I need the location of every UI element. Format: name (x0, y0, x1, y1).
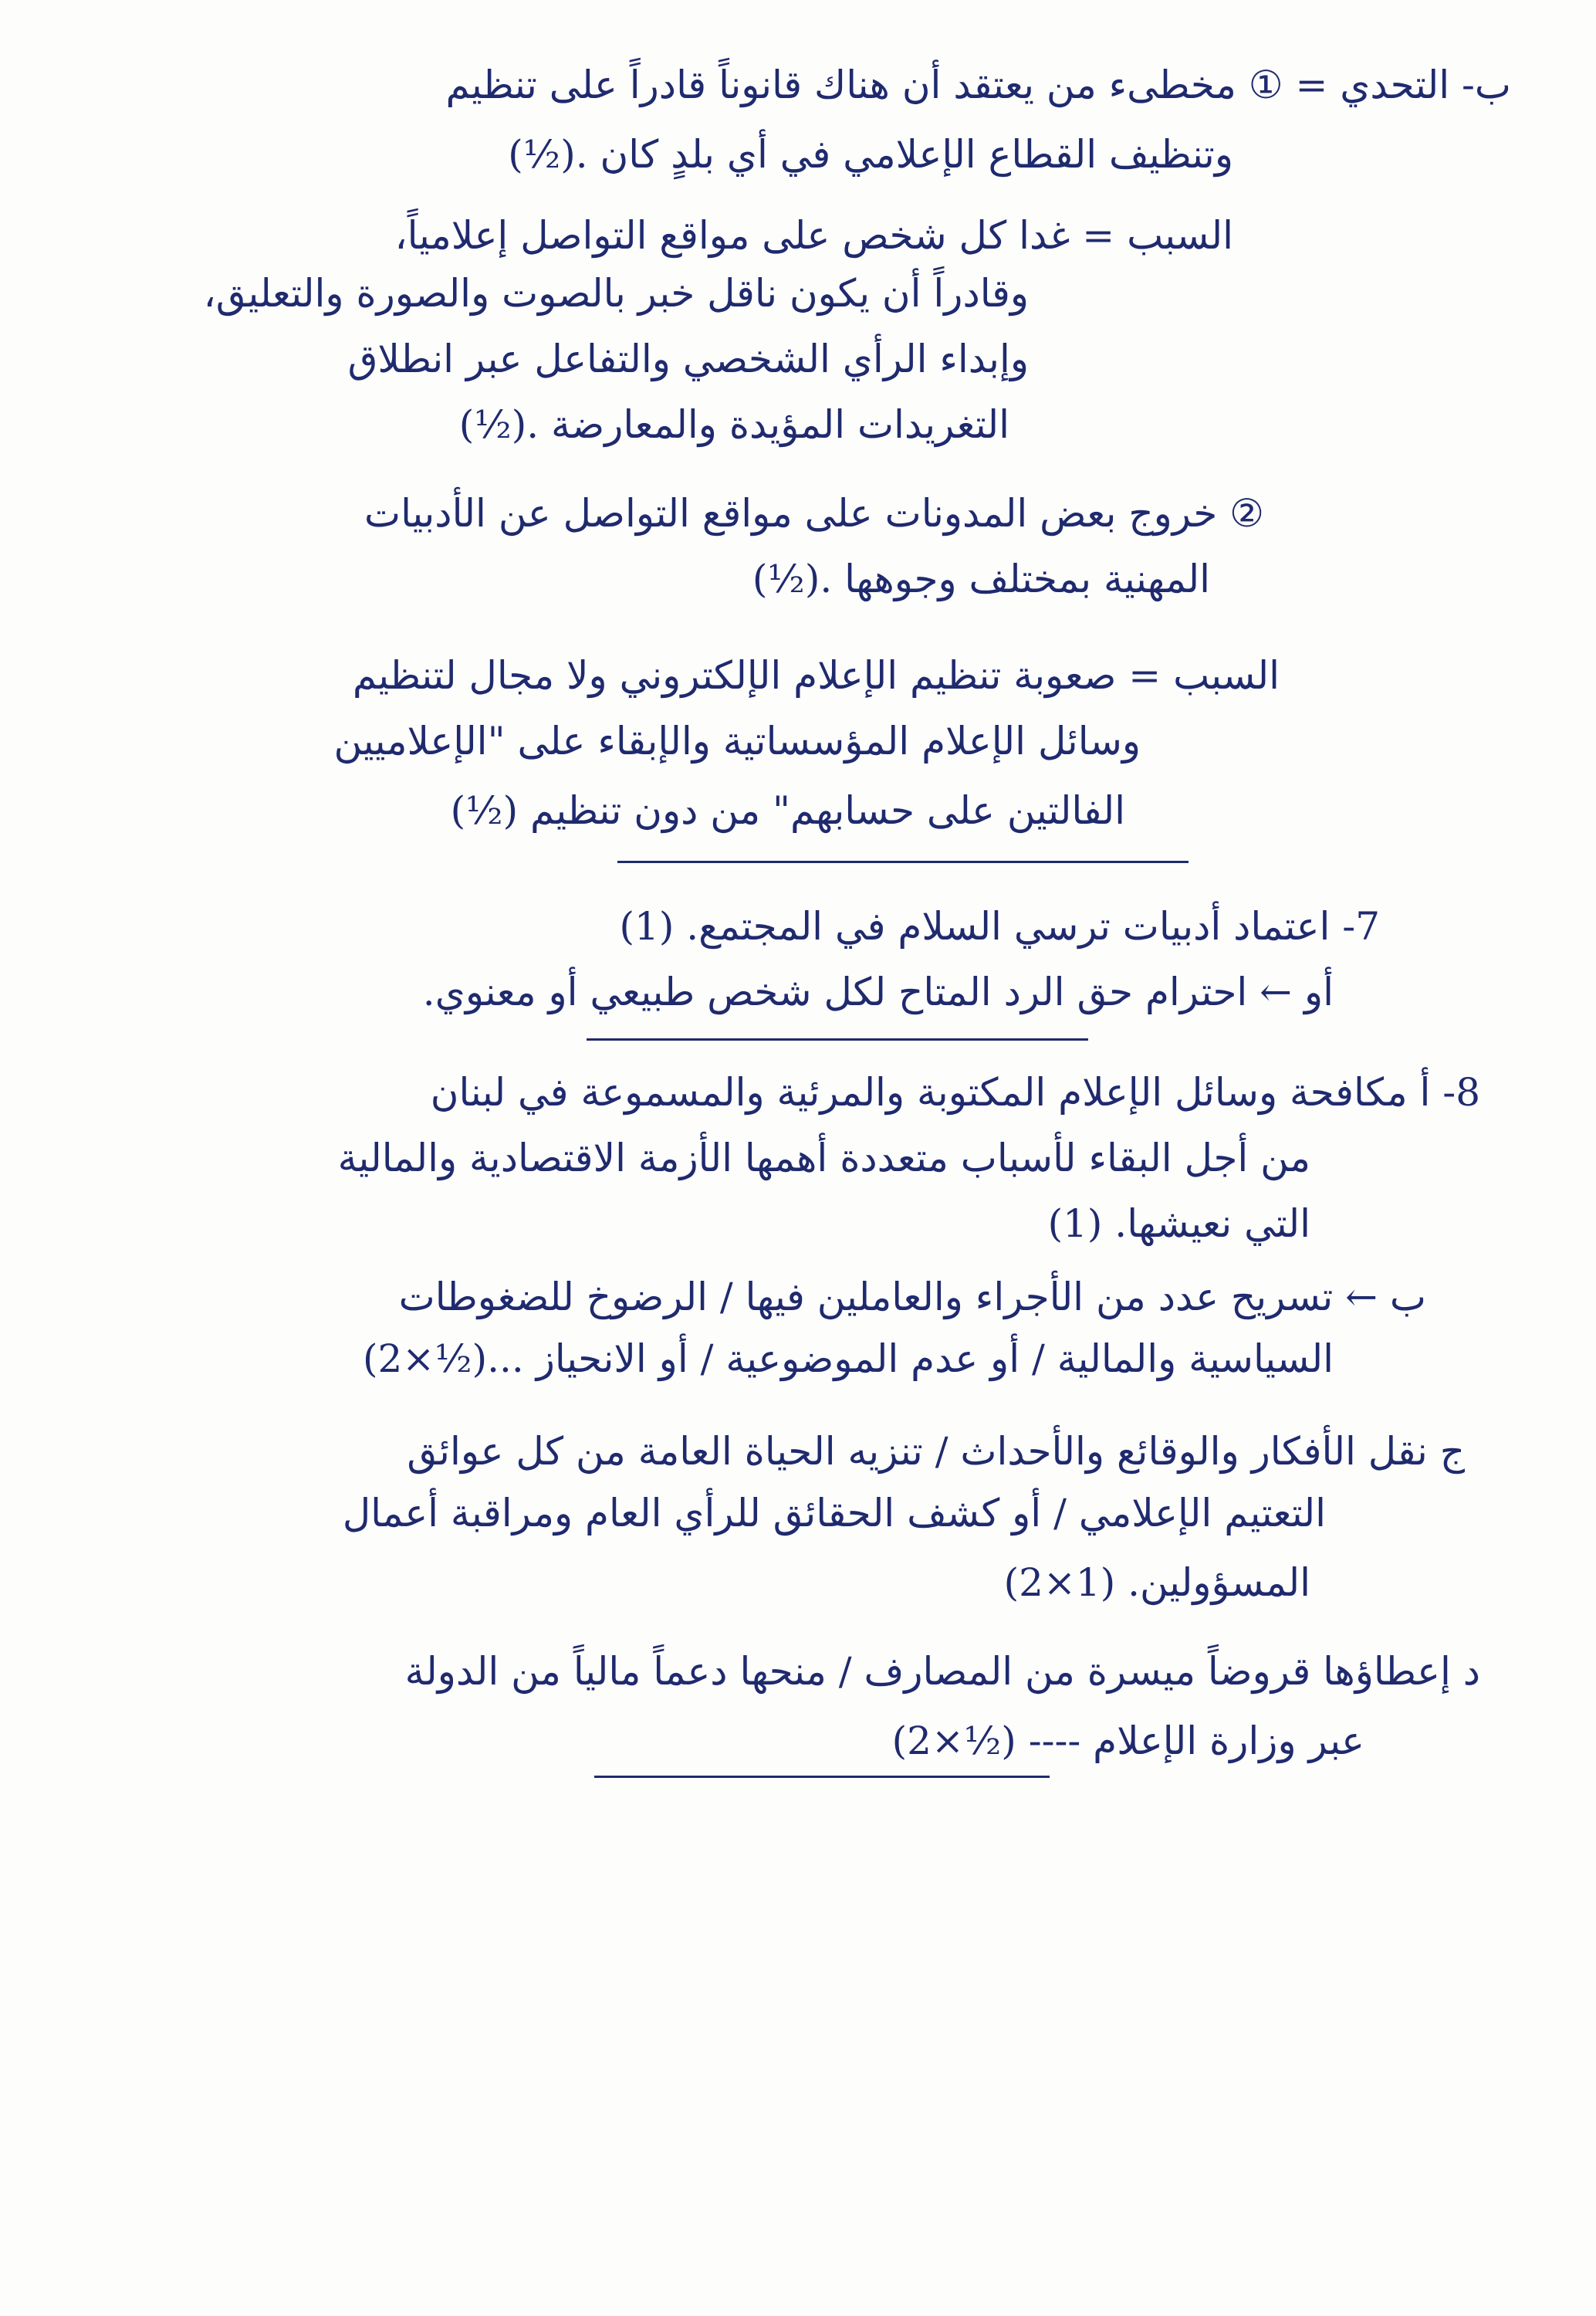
text-line: الفالتين على حسابهم" من دون تنظيم (½) (450, 788, 1125, 833)
text-line: أو ← احترام حق الرد المتاح لكل شخص طبيعي أو معنوي. (422, 970, 1334, 1014)
text-line: السبب = صعوبة تنظيم الإعلام الإلكتروني ولا مجال لتنظيم (352, 653, 1280, 698)
text-line: المسؤولين. (1×2) (1003, 1560, 1310, 1605)
text-line: عبر وزارة الإعلام ---- (½×2) (891, 1718, 1364, 1763)
text-line: وقادراً أن يكون ناقل خبر بالصوت والصورة والتعليق، (203, 271, 1029, 316)
text-line: وسائل الإعلام المؤسساتية والإبقاء على "الإعلاميين (333, 719, 1141, 764)
text-line: ج نقل الأفكار والوقائع والأحداث / تنزيه الحياة العامة من كل عوائق (407, 1429, 1465, 1474)
text-line: ② خروج بعض المدونات على مواقع التواصل عن الأدبيات (364, 491, 1264, 536)
text-line: التي نعيشها. (1) (1047, 1201, 1310, 1246)
text-line: السبب = غدا كل شخص على مواقع التواصل إعلامياً، (394, 213, 1233, 258)
text-line: وتنظيف القطاع الإعلامي في أي بلدٍ كان .(½) (508, 132, 1233, 177)
separator-line (594, 1776, 1050, 1778)
text-line: التغريدات المؤيدة والمعارضة .(½) (458, 402, 1009, 447)
text-line: السياسية والمالية / أو عدم الموضوعية / أو الانحياز ...(½×2) (362, 1336, 1334, 1381)
text-line: من أجل البقاء لأسباب متعددة أهمها الأزمة الاقتصادية والمالية (337, 1136, 1310, 1180)
text-line: التعتيم الإعلامي / أو كشف الحقائق للرأي العام ومراقبة أعمال (342, 1491, 1326, 1536)
text-line: 7- اعتماد أدبيات ترسي السلام في المجتمع. (1) (619, 904, 1380, 949)
separator-line (587, 1038, 1088, 1041)
separator-line (617, 861, 1189, 863)
text-line: ب- التحدي = ① مخطىء من يعتقد أن هناك قانوناً قادراً على تنظيم (445, 63, 1511, 107)
text-line: 8- أ مكافحة وسائل الإعلام المكتوبة والمرئية والمسموعة في لبنان (430, 1070, 1480, 1115)
text-line: وإبداء الرأي الشخصي والتفاعل عبر انطلاق (347, 337, 1029, 381)
text-line: المهنية بمختلف وجوهها .(½) (752, 557, 1210, 601)
text-line: د إعطاؤها قروضاً ميسرة من المصارف / منحها دعماً مالياً من الدولة (404, 1649, 1480, 1694)
text-line: ب ← تسريح عدد من الأجراء والعاملين فيها / الرضوخ للضغوطات (398, 1275, 1426, 1319)
